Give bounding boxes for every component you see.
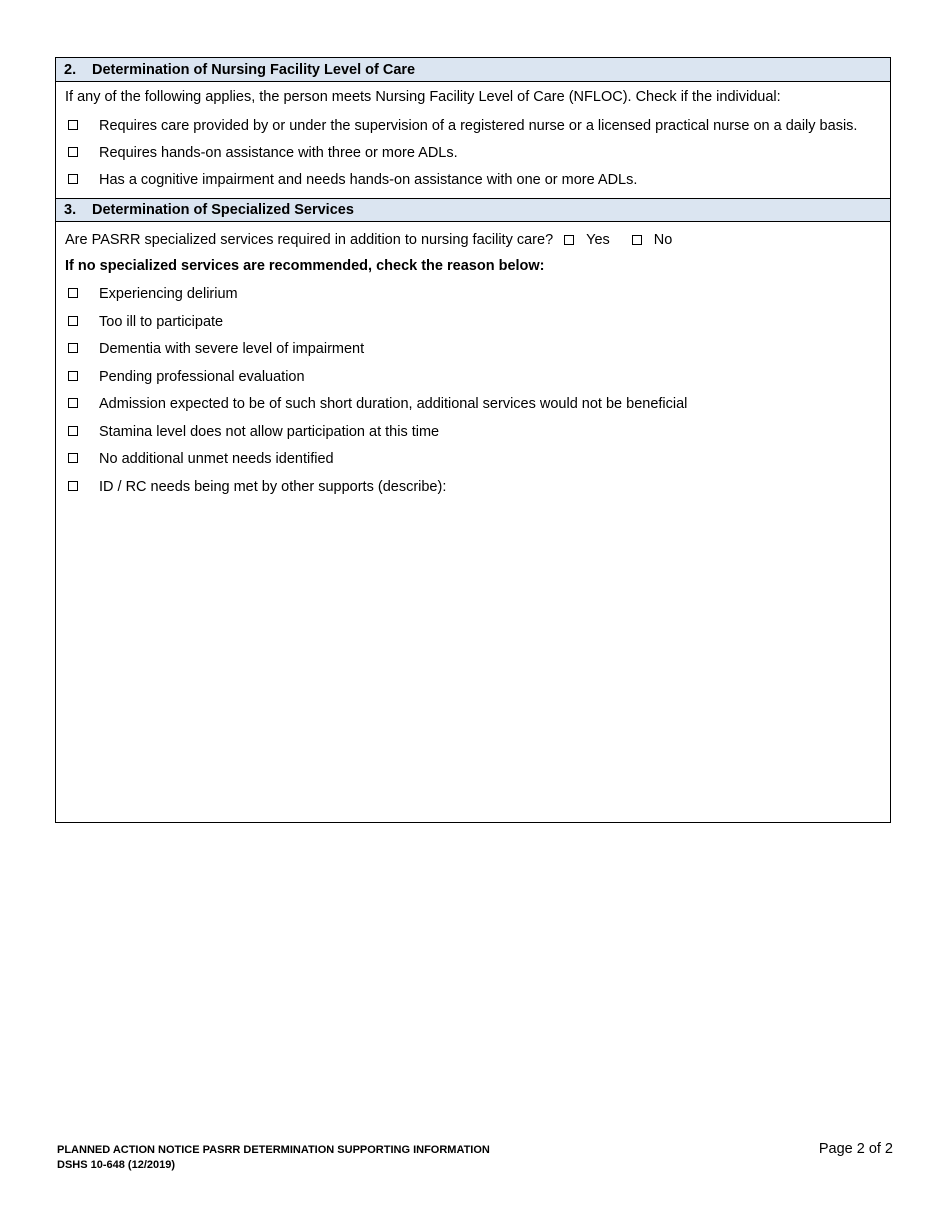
checkbox[interactable]	[68, 288, 78, 298]
reason-label: Stamina level does not allow participation at this time	[99, 423, 440, 440]
reason-label: ID / RC needs being met by other supports (describe):	[99, 478, 447, 495]
reason-item[interactable]	[56, 368, 890, 386]
checkbox[interactable]	[68, 120, 78, 130]
checkbox[interactable]	[68, 371, 78, 381]
reason-label: Too ill to participate	[99, 313, 224, 330]
checkbox[interactable]	[68, 147, 78, 157]
reason-item[interactable]	[56, 423, 890, 441]
section-2-title: Determination of Nursing Facility Level of Care	[92, 61, 416, 78]
nfloc-item-label: Requires care provided by or under the supervision of a registered nurse or a licensed practical nurse on a daily basis.	[99, 118, 858, 134]
reason-item[interactable]	[56, 313, 890, 331]
nfloc-item-label: Has a cognitive impairment and needs hands-on assistance with one or more ADLs.	[99, 172, 638, 188]
section-3-header	[56, 198, 890, 222]
section-2-number: 2.	[64, 61, 77, 78]
form-title: PLANNED ACTION NOTICE PASRR DETERMINATION SUPPORTING INFORMATION	[57, 1144, 490, 1156]
checkbox[interactable]	[68, 316, 78, 326]
no-checkbox[interactable]	[632, 235, 642, 245]
nfloc-item[interactable]	[56, 171, 890, 189]
reason-item[interactable]	[56, 478, 890, 496]
reason-label: Admission expected to be of such short duration, additional services would not be beneficial	[99, 396, 688, 412]
specialized-services-question	[56, 222, 890, 249]
checkbox[interactable]	[68, 481, 78, 491]
checkbox[interactable]	[68, 343, 78, 353]
question-text: Are PASRR specialized services required in addition to nursing facility care?	[65, 232, 554, 248]
reason-label: Pending professional evaluation	[99, 368, 305, 385]
section-2-header	[56, 58, 890, 82]
yes-label: Yes	[586, 232, 610, 248]
reason-item[interactable]	[56, 450, 890, 468]
reason-checklist	[56, 276, 890, 496]
section-2-intro: If any of the following applies, the person meets Nursing Facility Level of Care (NFLOC). Check if the individual:	[65, 89, 781, 105]
checkbox[interactable]	[68, 426, 78, 436]
nfloc-item[interactable]	[56, 144, 890, 162]
nfloc-item-label: Requires hands-on assistance with three or more ADLs.	[99, 145, 458, 161]
nfloc-checklist	[56, 111, 890, 189]
checkbox[interactable]	[68, 398, 78, 408]
reason-item[interactable]	[56, 395, 890, 413]
reason-item[interactable]	[56, 340, 890, 358]
checkbox[interactable]	[68, 453, 78, 463]
form-box	[55, 57, 891, 823]
form-footer	[57, 1143, 490, 1173]
section-3-title: Determination of Specialized Services	[92, 202, 354, 218]
no-label: No	[653, 232, 673, 248]
page-number: Page 2 of 2	[818, 1141, 893, 1157]
section-3-number: 3.	[64, 202, 77, 218]
nfloc-item[interactable]	[56, 111, 890, 135]
checkbox[interactable]	[68, 174, 78, 184]
reason-label: Dementia with severe level of impairment	[99, 341, 365, 357]
reason-heading: If no specialized services are recommended, check the reason below:	[65, 258, 545, 274]
yes-checkbox[interactable]	[564, 235, 574, 245]
form-number: DSHS 10-648 (12/2019)	[57, 1159, 176, 1171]
reason-label: No additional unmet needs identified	[99, 451, 334, 467]
reason-item[interactable]	[56, 285, 890, 303]
reason-label: Experiencing delirium	[99, 286, 238, 302]
